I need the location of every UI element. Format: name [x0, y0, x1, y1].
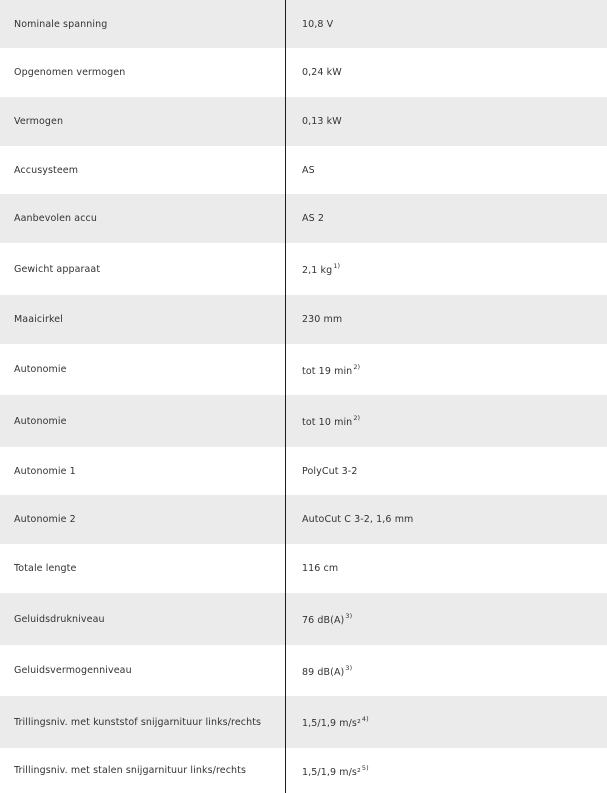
spec-value	[286, 194, 607, 243]
spec-label: Geluidsvermogenniveau	[14, 665, 132, 676]
spec-value	[286, 295, 607, 344]
footnote-ref: 2)	[353, 362, 361, 371]
spec-value	[286, 544, 607, 593]
spec-value-text: AS 2	[302, 213, 324, 224]
spec-row	[0, 243, 607, 295]
spec-value-text: 10,8 V	[302, 18, 334, 30]
spec-label: Accusysteem	[14, 164, 79, 176]
spec-row	[0, 544, 607, 593]
spec-row	[0, 146, 607, 194]
spec-label: Maaicirkel	[0, 295, 286, 344]
footnote-ref: 3)	[345, 612, 353, 620]
spec-row	[0, 194, 607, 243]
spec-row	[0, 696, 607, 748]
spec-row	[0, 344, 607, 395]
spec-value-text: 1,5/1,9 m/s²	[302, 766, 361, 778]
spec-value	[286, 48, 607, 97]
spec-label: Geluidsdrukniveau	[0, 593, 286, 645]
spec-value-text: 2,1 kg	[302, 265, 333, 276]
spec-label: Autonomie 1	[14, 465, 76, 477]
spec-row	[0, 295, 607, 344]
spec-row	[0, 495, 607, 544]
footnote-ref: 1)	[333, 262, 341, 270]
spec-value	[286, 748, 607, 793]
spec-value	[286, 696, 607, 748]
spec-value-text: tot 10 min	[302, 417, 353, 428]
spec-value-text: 230 mm	[302, 314, 343, 325]
spec-label: Gewicht apparaat	[14, 263, 101, 275]
spec-value-text: 116 cm	[302, 563, 339, 574]
spec-label: Autonomie 2	[0, 495, 286, 544]
spec-row	[0, 645, 607, 696]
spec-value	[286, 645, 607, 696]
spec-row	[0, 0, 607, 48]
spec-row	[0, 593, 607, 645]
spec-label: Trillingsniv. met kunststof snijgarnituur links/rechts	[0, 696, 286, 748]
spec-value	[286, 344, 607, 395]
spec-value-text: 0,24 kW	[302, 67, 342, 78]
spec-value-text: PolyCut 3-2	[302, 465, 358, 477]
spec-value-text: 0,13 kW	[302, 116, 342, 127]
footnote-ref: 2)	[353, 414, 361, 422]
spec-value	[286, 0, 607, 48]
footnote-ref: 4)	[361, 715, 369, 723]
spec-value	[286, 593, 607, 645]
spec-row	[0, 48, 607, 97]
spec-value-text: AS	[302, 164, 315, 176]
spec-row	[0, 447, 607, 495]
spec-label: Nominale spanning	[0, 0, 286, 48]
spec-label: Aanbevolen accu	[0, 194, 286, 243]
spec-row	[0, 748, 607, 793]
spec-value	[286, 447, 607, 495]
spec-value	[286, 243, 607, 295]
spec-label: Trillingsniv. met stalen snijgarnituur links/rechts	[14, 765, 247, 776]
spec-label: Autonomie	[0, 395, 286, 447]
spec-value-text: 1,5/1,9 m/s²	[302, 718, 361, 729]
spec-value	[286, 146, 607, 194]
spec-value	[286, 97, 607, 146]
spec-label: Totale lengte	[14, 563, 77, 574]
spec-row	[0, 395, 607, 447]
spec-value-text: AutoCut C 3-2, 1,6 mm	[302, 514, 414, 525]
spec-label: Opgenomen vermogen	[14, 67, 126, 78]
spec-value	[286, 495, 607, 544]
spec-value-text: tot 19 min	[302, 365, 353, 377]
spec-value	[286, 395, 607, 447]
footnote-ref: 3)	[345, 663, 353, 672]
spec-value-text: 76 dB(A)	[302, 615, 345, 626]
spec-value-text: 89 dB(A)	[302, 666, 345, 678]
spec-label: Autonomie	[14, 364, 67, 375]
spec-row	[0, 97, 607, 146]
footnote-ref: 5)	[361, 763, 369, 772]
spec-label: Vermogen	[0, 97, 286, 146]
